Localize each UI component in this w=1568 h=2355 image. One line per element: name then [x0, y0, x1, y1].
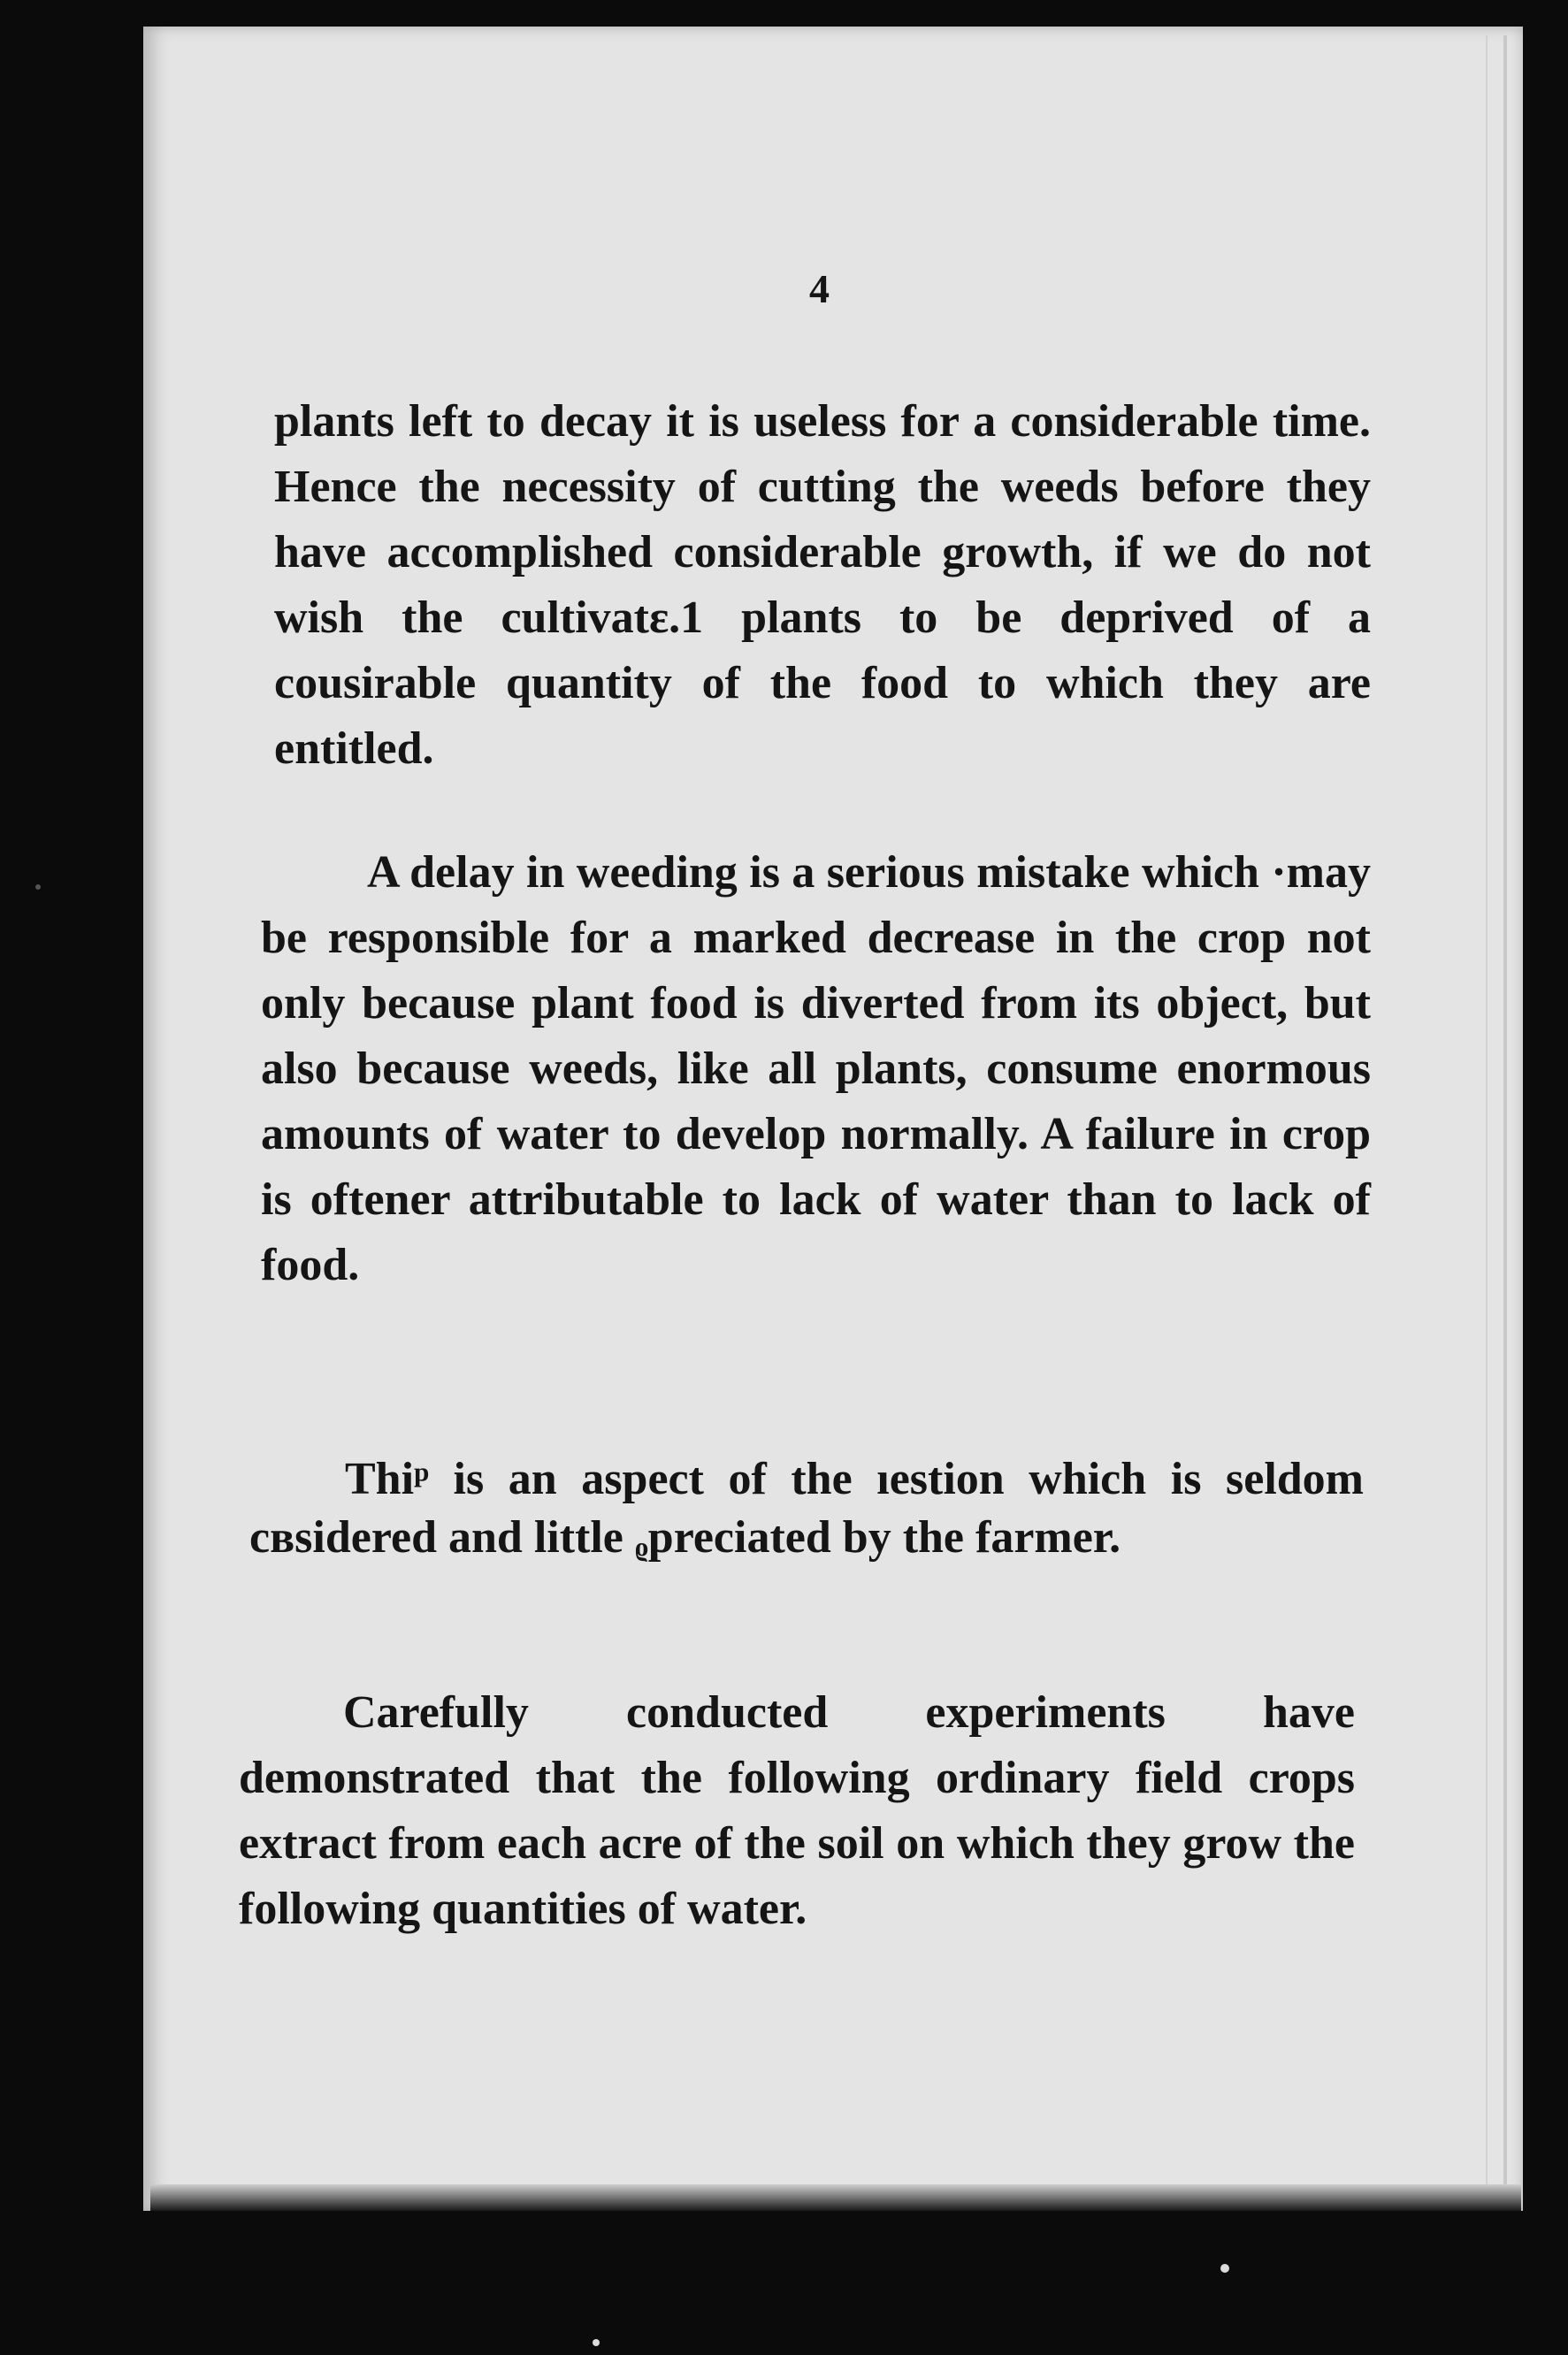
page-bottom-shadow [150, 2184, 1521, 2211]
paragraph-3: Thiᵖ is an aspect of the ıestion which is seldom свsidered and little ᵨpreciated by the farmer. [249, 1454, 1364, 1563]
paragraph-1: plants left to decay it is useless for a considerable time. Hence the necessity of cutting the weeds before they have accomplished considerable growth, if we do not wish the cultivatε.1 plants to be deprived of a cousirable quantity of the food to which they are entitled. [274, 396, 1371, 774]
dust-speck [1220, 2264, 1229, 2273]
page-edge-line [1503, 35, 1507, 2193]
paragraph-4: Carefully conducted experiments have demonstrated that the following ordinary field crops extract from each acre of the soil on which they grow the following quantities of water. [239, 1687, 1355, 1934]
dust-speck [35, 884, 41, 890]
page-edge-line [1486, 35, 1488, 2193]
page-number: 4 [809, 266, 830, 311]
dust-speck [593, 2339, 600, 2346]
paragraph-2: A delay in weeding is a serious mistake which ·may be responsible for a marked decrease in the crop not only because plant food is diverted from its object, but also because weeds, like all plants, consume enormous amounts of water to develop normally. A failure in crop is oftener attributable to lack of water than to lack of food. [261, 847, 1371, 1290]
